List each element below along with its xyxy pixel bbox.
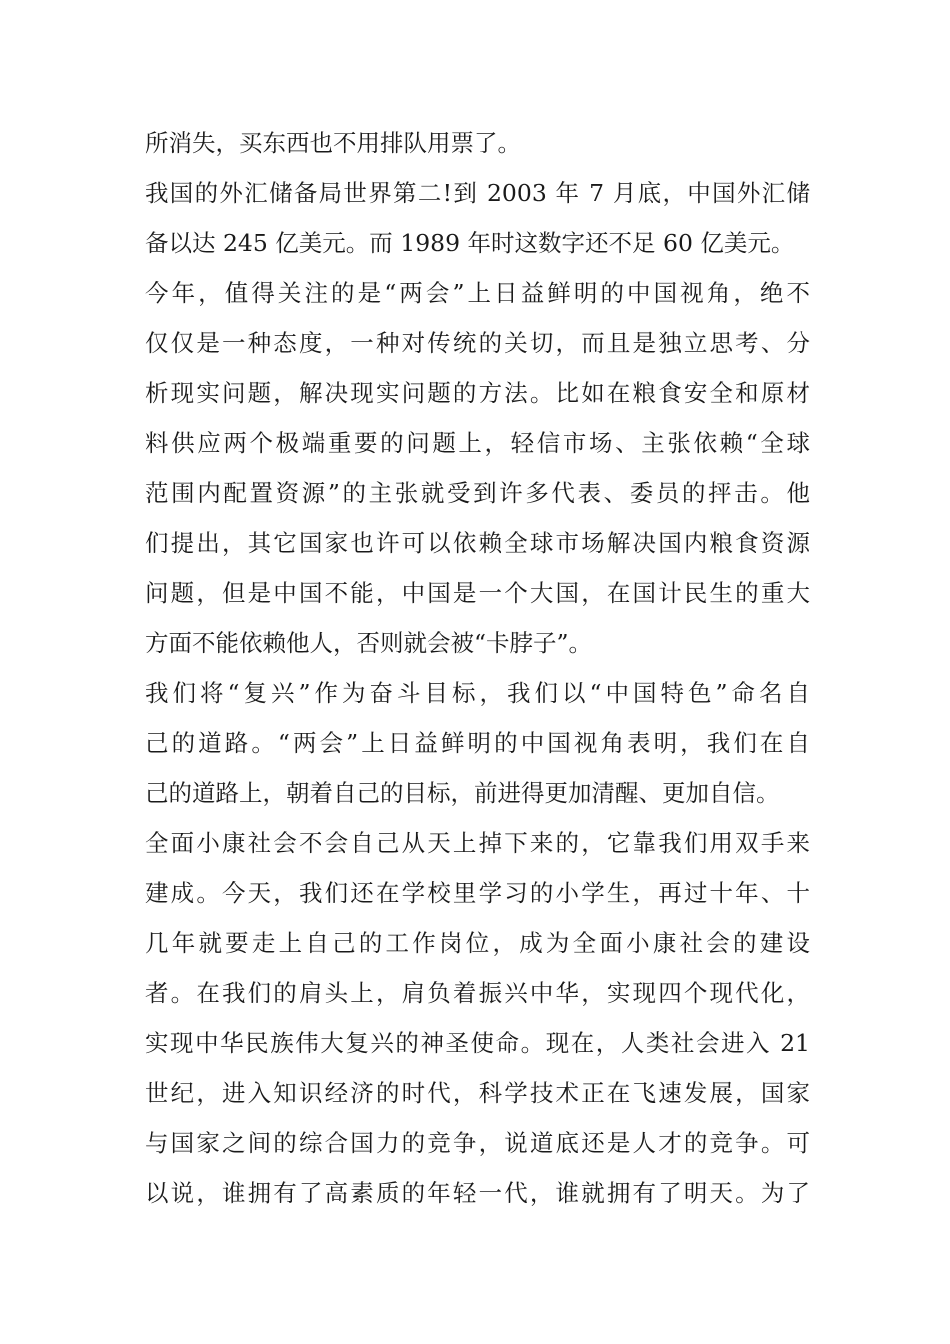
text-line: 几年就要走上自己的工作岗位，成为全面小康社会的建设 [145, 929, 810, 957]
text-line: 析现实问题，解决现实问题的方法。比如在粮食安全和原材 [145, 379, 810, 407]
text-line: 全面小康社会不会自己从天上掉下来的，它靠我们用双手来 [145, 829, 810, 857]
text-line: 己的道路。“两会”上日益鲜明的中国视角表明，我们在自 [145, 729, 810, 757]
text-line: 我国的外汇储备局世界第二!到 2003 年 7 月底，中国外汇储 [145, 179, 810, 207]
text-line: 备以达 245 亿美元。而 1989 年时这数字还不足 60 亿美元。 [145, 229, 795, 257]
text-line: 己的道路上，朝着自己的目标，前进得更加清醒、更加自信。 [145, 779, 780, 807]
text-line: 范围内配置资源”的主张就受到许多代表、委员的抨击。他 [145, 479, 810, 507]
text-line: 们提出，其它国家也许可以依赖全球市场解决国内粮食资源 [145, 529, 810, 557]
body-text [145, 118, 810, 1218]
text-line: 世纪，进入知识经济的时代，科学技术正在飞速发展，国家 [145, 1079, 810, 1107]
text-line: 所消失，买东西也不用排队用票了。 [145, 129, 521, 157]
text-line: 建成。今天，我们还在学校里学习的小学生，再过十年、十 [145, 879, 810, 907]
text-line: 仅仅是一种态度，一种对传统的关切，而且是独立思考、分 [145, 329, 810, 357]
text-line: 与国家之间的综合国力的竞争，说道底还是人才的竞争。可 [145, 1129, 810, 1157]
text-line: 方面不能依赖他人，否则就会被“卡脖子”。 [145, 629, 593, 657]
text-line: 我们将“复兴”作为奋斗目标，我们以“中国特色”命名自 [145, 679, 810, 707]
text-line: 者。在我们的肩头上，肩负着振兴中华，实现四个现代化， [145, 979, 810, 1007]
text-line: 以说，谁拥有了高素质的年轻一代，谁就拥有了明天。为了 [145, 1179, 810, 1207]
text-line: 今年，值得关注的是“两会”上日益鲜明的中国视角，绝不 [145, 279, 810, 307]
text-line: 实现中华民族伟大复兴的神圣使命。现在，人类社会进入 21 [145, 1029, 810, 1057]
text-line: 问题，但是中国不能，中国是一个大国，在国计民生的重大 [145, 579, 810, 607]
text-line: 料供应两个极端重要的问题上，轻信市场、主张依赖“全球 [145, 429, 810, 457]
